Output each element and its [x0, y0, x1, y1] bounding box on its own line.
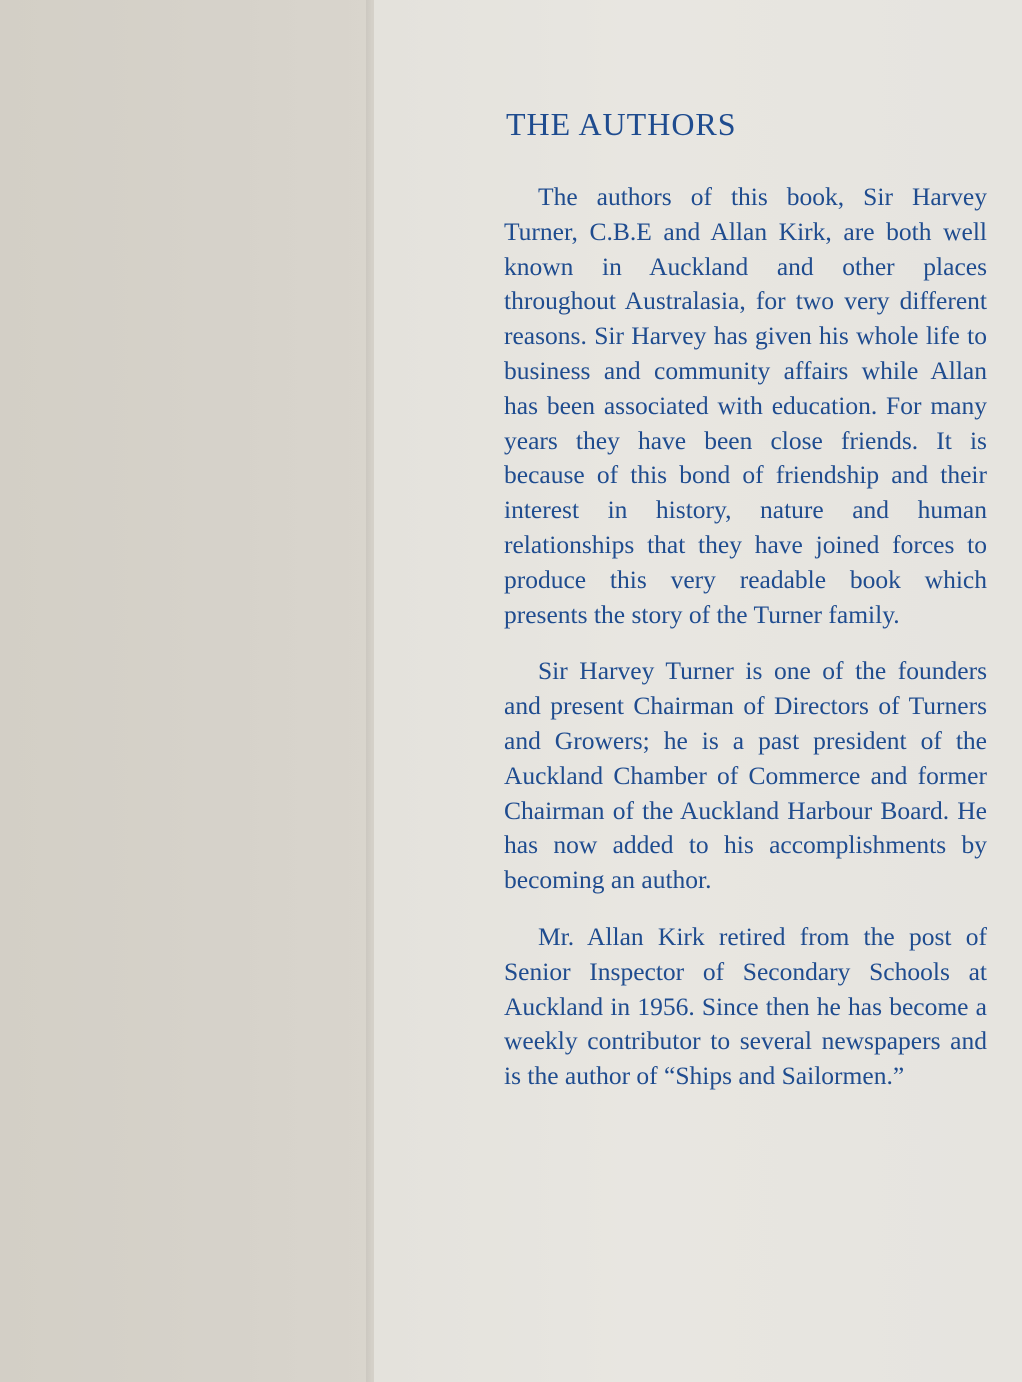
paragraph-harvey-turner: Sir Harvey Turner is one of the founders and present Chairman of Directors of Turners and Growers; he is a past president of the Auckland Chamber of Commerce and former Chairman of the Auckland Harbour Board. He has now added to his accomplishments by becoming an author.: [504, 656, 987, 895]
page-content: [504, 104, 987, 1116]
page-title: THE AUTHORS: [506, 106, 737, 142]
paragraph-allan-kirk: Mr. Allan Kirk retired from the post of Senior Inspector of Secondary Schools at Auckland in 1956. Since then he has become a weekly contributor to several newspapers and is the author of “Ships and Sailormen.”: [504, 921, 987, 1091]
left-flap: [0, 0, 372, 1382]
paragraph-intro: The authors of this book, Sir Harvey Turner, C.B.E and Allan Kirk, are both well known in Auckland and other places throughout Australasia, for two very different reasons. Sir Harvey has given his whole life to business and community affairs while Allan has been associated with education. For many years they have been close friends. It is because of this bond of friendship and their interest in history, nature and human relationships that they have joined forces to produce this very readable book which presents the story of the Turner family.: [504, 182, 987, 629]
